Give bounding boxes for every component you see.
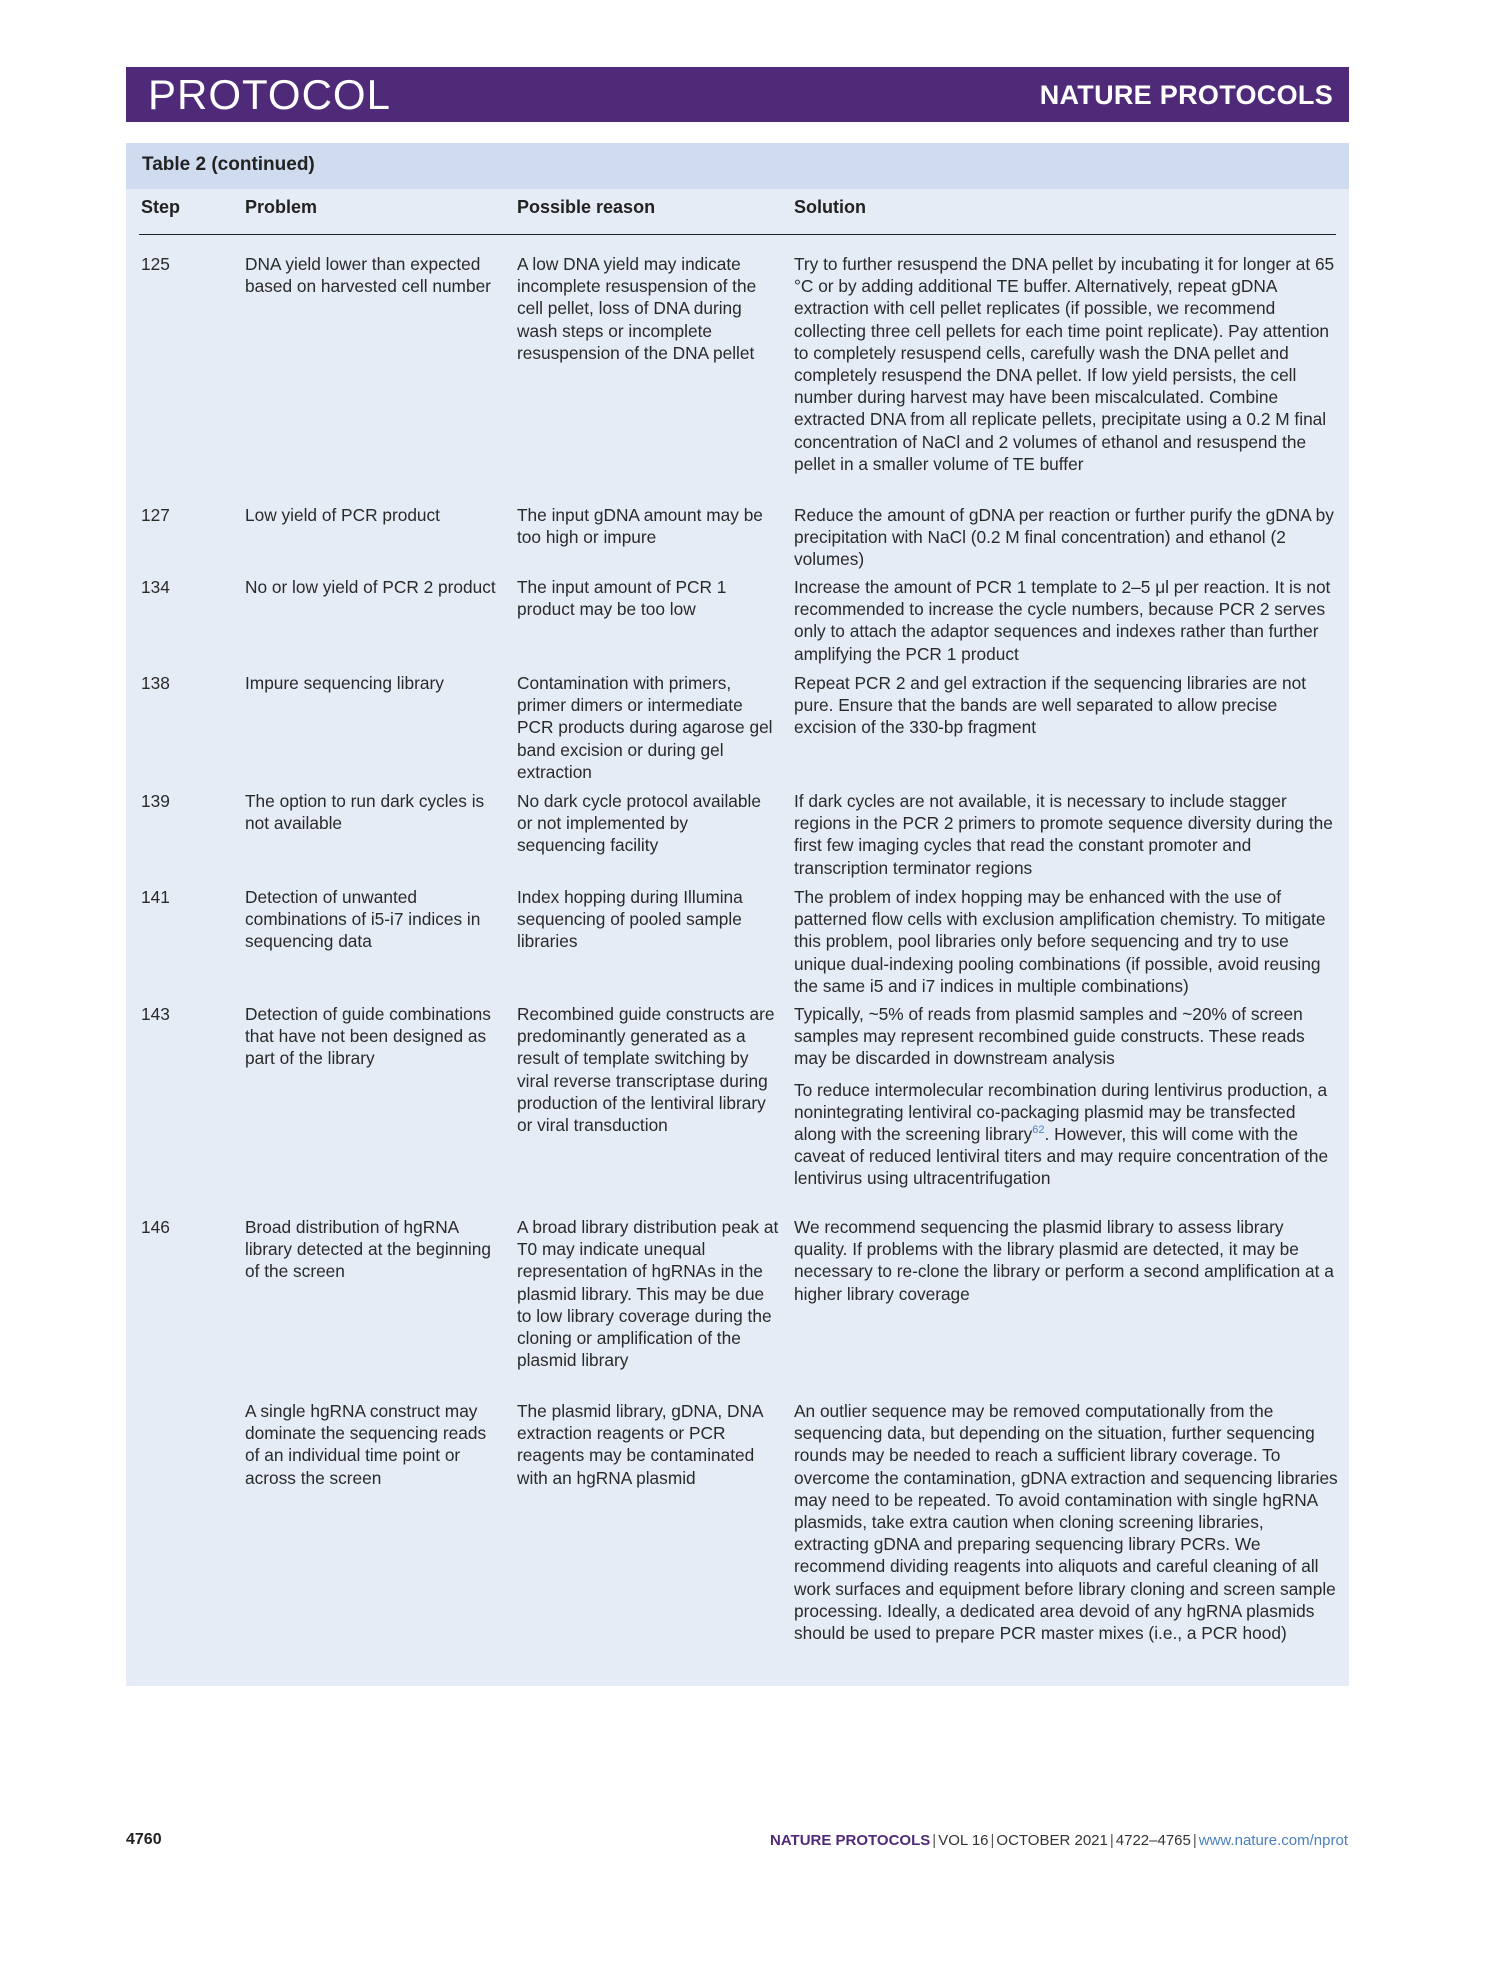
reason-cell: A low DNA yield may indicate incomplete resuspension of the cell pellet, loss of DNA during wash steps or incomplete resuspension of the DNA pellet [517, 254, 757, 363]
header-banner [126, 67, 1349, 122]
column-header-solution: Solution [794, 197, 866, 217]
header-rule [139, 234, 1336, 235]
table-header-row [126, 189, 1349, 235]
reference-link[interactable]: 62 [1032, 1124, 1045, 1137]
solution-cell [794, 576, 1339, 665]
problem-cell: Impure sequencing library [245, 673, 444, 693]
problem-cell: No or low yield of PCR 2 product [245, 577, 496, 597]
section-label: PROTOCOL [148, 71, 391, 118]
step-cell: 125 [141, 254, 170, 274]
reason-cell: The input gDNA amount may be too high or impure [517, 505, 763, 548]
reason-cell: Index hopping during Illumina sequencing of pooled sample libraries [517, 887, 743, 952]
reason-cell: A broad library distribution peak at T0 may indicate unequal representation of hgRNAs in the plasmid library. This may be due to low library coverage during the cloning or amplification of the plasmid library [517, 1217, 779, 1371]
solution-paragraph: Increase the amount of PCR 1 template to 2–5 μl per reaction. It is not recommended to increase the cycle numbers, because PCR 2 serves only to attach the adaptor sequences and indexes rather than further amplifying the PCR 1 product [794, 577, 1331, 664]
step-cell: 143 [141, 1004, 170, 1024]
solution-paragraph: The problem of index hopping may be enhanced with the use of patterned flow cells with exclusion amplification chemistry. To mitigate this problem, pool libraries only before sequencing and try to use unique dual-indexing pooling combinations (if possible, avoid reusing the same i5 and i7 indices in multiple combinations) [794, 887, 1326, 996]
reason-cell: The plasmid library, gDNA, DNA extraction reagents or PCR reagents may be contaminated with an hgRNA plasmid [517, 1401, 763, 1488]
problem-cell: Detection of unwanted combinations of i5-i7 indices in sequencing data [245, 887, 481, 952]
reason-cell: No dark cycle protocol available or not implemented by sequencing facility [517, 791, 761, 856]
solution-cell [794, 1216, 1339, 1305]
solution-cell [794, 1400, 1339, 1644]
solution-paragraph: Repeat PCR 2 and gel extraction if the sequencing libraries are not pure. Ensure that the bands are well separated to allow precise excision of the 330-bp fragment [794, 673, 1307, 738]
step-cell: 146 [141, 1217, 170, 1237]
problem-cell: A single hgRNA construct may dominate the sequencing reads of an individual time point or across the screen [245, 1401, 487, 1488]
table-title: Table 2 (continued) [126, 143, 1349, 189]
footer-pages: 4722–4765 [1115, 1832, 1191, 1849]
solution-paragraph: Reduce the amount of gDNA per reaction or further purify the gDNA by precipitation with NaCl (0.2 M final concentration) and ethanol (2 volumes) [794, 505, 1334, 570]
problem-cell: Broad distribution of hgRNA library detected at the beginning of the screen [245, 1217, 491, 1282]
solution-text: To reduce intermolecular recombination during lentivirus production, a nonintegrating lentiviral co-packaging plasmid may be transfected along with the screening library [794, 1079, 1328, 1145]
solution-text: . However, this will come with the caveat of reduced lentiviral titers and may require concentration of the lentivirus using ultracentrifugation [794, 1124, 1329, 1189]
step-cell: 127 [141, 505, 170, 525]
solution-cell [794, 504, 1339, 571]
problem-cell: The option to run dark cycles is not available [245, 791, 485, 834]
solution-paragraph: Typically, ~5% of reads from plasmid samples and ~20% of screen samples may represent recombined guide constructs. These reads may be discarded in downstream analysis [794, 1004, 1305, 1069]
step-cell: 138 [141, 673, 170, 693]
journal-name: NATURE PROTOCOLS [1039, 80, 1333, 110]
solution-paragraph: An outlier sequence may be removed computationally from the sequencing data, but depending on the situation, further sequencing rounds may be needed to reach a sufficient library coverage. To overcome the contamination, gDNA extraction and sequencing libraries may need to be repeated. To avoid contamination with single hgRNA plasmids, take extra caution when cloning screening libraries, extracting gDNA and preparing sequencing library PCRs. We recommend dividing reagents into aliquots and careful cleaning of all work surfaces and equipment before library cloning and screen sample processing. Ideally, a dedicated area devoid of any hgRNA plasmids should be used to prepare PCR master mixes (i.e., a PCR hood) [794, 1401, 1338, 1644]
column-header-reason: Possible reason [517, 197, 656, 217]
step-cell: 141 [141, 887, 170, 907]
column-header-problem: Problem [245, 197, 318, 217]
problem-cell: Low yield of PCR product [245, 505, 440, 525]
page-number: 4760 [126, 1831, 162, 1848]
solution-paragraph: Try to further resuspend the DNA pellet by incubating it for longer at 65 °C or by adding additional TE buffer. Alternatively, repeat gDNA extraction with cell pellet replicates (if possible, we recommend collecting three cell pellets for each time point replicate). Pay attention to completely resuspend cells, carefully wash the DNA pellet and completely resuspend the DNA pellet. If low yield persists, the cell number during harvest may have been miscalculated. Combine extracted DNA from all replicate pellets, precipitate using a 0.2 M final concentration of NaCl and 2 volumes of ethanol and resuspend the pellet in a smaller volume of TE buffer [794, 254, 1335, 474]
footer-citation: NATURE PROTOCOLS | VOL 16 | OCTOBER 2021 | 4722–4765 | www.nature.com/nprot [769, 1832, 1348, 1849]
problem-cell: DNA yield lower than expected based on harvested cell number [245, 254, 491, 297]
step-cell: 134 [141, 577, 170, 597]
solution-cell [794, 253, 1339, 475]
solution-cell [794, 790, 1339, 879]
solution-paragraph [794, 1079, 1339, 1190]
problem-cell: Detection of guide combinations that have not been designed as part of the library [245, 1004, 491, 1069]
reason-cell: The input amount of PCR 1 product may be too low [517, 577, 727, 620]
reason-cell: Recombined guide constructs are predominantly generated as a result of template switching by viral reverse transcriptase during production of the lentiviral library or viral transduction [517, 1004, 775, 1136]
step-cell: 139 [141, 791, 170, 811]
footer-date: OCTOBER 2021 [996, 1832, 1108, 1849]
column-header-step: Step [141, 197, 181, 217]
reason-cell: Contamination with primers, primer dimers or intermediate PCR products during agarose gel band excision or during gel extraction [517, 673, 773, 782]
solution-paragraph: If dark cycles are not available, it is necessary to include stagger regions in the PCR 2 primers to promote sequence diversity during the first few imaging cycles that read the constant promoter and transcription terminator regions [794, 791, 1333, 878]
solution-paragraph: We recommend sequencing the plasmid library to assess library quality. If problems with the library plasmid are detected, it may be necessary to re-clone the library or perform a second amplification at a higher library coverage [794, 1217, 1334, 1304]
solution-cell [794, 886, 1339, 997]
footer-volume: VOL 16 [938, 1832, 989, 1849]
solution-cell [794, 672, 1339, 739]
solution-cell [794, 1003, 1339, 1190]
footer-url-link[interactable]: www.nature.com/nprot [1198, 1832, 1348, 1849]
footer-journal: NATURE PROTOCOLS [769, 1832, 931, 1849]
